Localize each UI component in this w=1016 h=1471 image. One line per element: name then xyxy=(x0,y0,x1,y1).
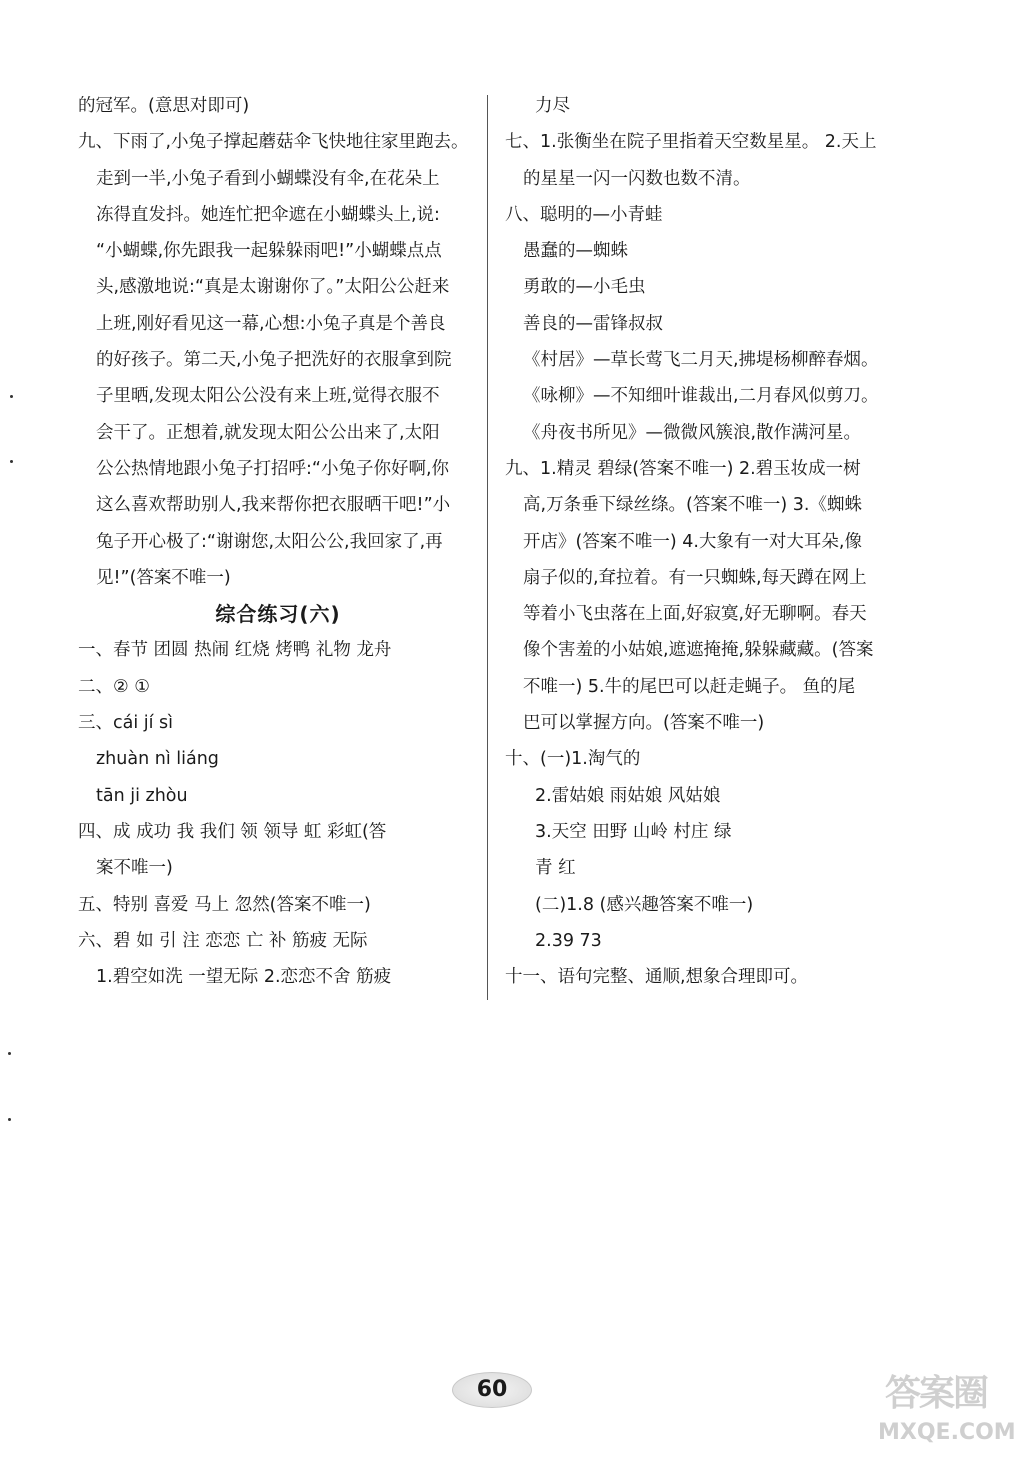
text-line: 三、cái jí sì xyxy=(78,713,174,734)
text-line: 七、1.张衡坐在院子里指着天空数星星。 2.天上 xyxy=(505,132,877,153)
watermark-url: MXQE.COM xyxy=(878,1420,1016,1445)
text-line: (二)1.8 (感兴趣答案不唯一) xyxy=(535,894,754,915)
scan-speck xyxy=(8,1118,11,1121)
text-line: 五、特别 喜爱 马上 忽然(答案不唯一) xyxy=(78,894,371,915)
scan-speck xyxy=(10,460,13,463)
text-line: 十、(一)1.淘气的 xyxy=(505,749,641,770)
text-line: 扇子似的,耷拉着。有一只蜘蛛,每天蹲在网上 xyxy=(523,567,867,588)
text-line: 九、1.精灵 碧绿(答案不唯一) 2.碧玉妆成一树 xyxy=(505,458,861,479)
section-title: 综合练习(六) xyxy=(215,602,341,627)
page-number: 60 xyxy=(452,1372,532,1408)
text-line: 愚蠢的—蜘蛛 xyxy=(523,241,628,262)
text-line: “小蝴蝶,你先跟我一起躲躲雨吧!”小蝴蝶点点 xyxy=(96,241,442,262)
text-line: 善良的—雷锋叔叔 xyxy=(523,313,663,334)
text-line: 勇敢的—小毛虫 xyxy=(523,277,646,298)
text-line: 冻得直发抖。她连忙把伞遮在小蝴蝶头上,说: xyxy=(96,204,440,225)
text-line: 《咏柳》—不知细叶谁裁出,二月春风似剪刀。 xyxy=(523,386,879,407)
text-line: 走到一半,小兔子看到小蝴蝶没有伞,在花朵上 xyxy=(96,168,440,189)
text-line: 高,万条垂下绿丝绦。(答案不唯一) 3.《蜘蛛 xyxy=(523,495,862,516)
scan-speck xyxy=(10,395,13,398)
text-line: 《村居》—草长莺飞二月天,拂堤杨柳醉春烟。 xyxy=(523,350,879,371)
text-line: 不唯一) 5.牛的尾巴可以赶走蝇子。 鱼的尾 xyxy=(523,676,856,697)
text-line: 开店》(答案不唯一) 4.大象有一对大耳朵,像 xyxy=(523,531,862,552)
column-divider xyxy=(487,95,488,1000)
text-line: 巴可以掌握方向。(答案不唯一) xyxy=(523,713,765,734)
text-line: 《舟夜书所见》—微微风簇浪,散作满河星。 xyxy=(523,422,862,443)
text-line: tān ji zhòu xyxy=(96,785,188,806)
text-line: 十一、语句完整、通顺,想象合理即可。 xyxy=(505,967,809,988)
text-line: 上班,刚好看见这一幕,心想:小兔子真是个善良 xyxy=(96,313,446,334)
left-column xyxy=(78,88,478,995)
text-line: 一、春节 团圆 热闹 红烧 烤鸭 礼物 龙舟 xyxy=(78,640,392,661)
text-line: 像个害羞的小姑娘,遮遮掩掩,躲躲藏藏。(答案 xyxy=(523,640,874,661)
watermark-logo-text: 答案圈 xyxy=(884,1373,987,1414)
text-line: 四、成 成功 我 我们 领 领导 虹 彩虹(答 xyxy=(78,821,387,842)
text-line: 见!”(答案不唯一) xyxy=(96,567,231,588)
text-line: 2.雷姑娘 雨姑娘 风姑娘 xyxy=(535,785,721,806)
text-line: 这么喜欢帮助别人,我来帮你把衣服晒干吧!”小 xyxy=(96,495,451,516)
watermark xyxy=(878,1370,1016,1466)
text-line: 2.39 73 xyxy=(535,930,602,951)
text-line: 头,感激地说:“真是太谢谢你了。”太阳公公赶来 xyxy=(96,277,450,298)
text-line: 的星星一闪一闪数也数不清。 xyxy=(523,168,751,189)
text-line: 八、聪明的—小青蛙 xyxy=(505,204,663,225)
text-line: 力尽 xyxy=(535,96,570,116)
text-line: 会干了。正想着,就发现太阳公公出来了,太阳 xyxy=(96,422,440,443)
right-column xyxy=(505,88,925,995)
text-line: zhuàn nì liáng xyxy=(96,749,219,770)
text-line: 的冠军。(意思对即可) xyxy=(78,96,250,116)
text-line: 六、碧 如 引 注 恋恋 亡 补 筋疲 无际 xyxy=(78,930,368,951)
text-line: 案不唯一) xyxy=(96,858,173,879)
text-line: 子里晒,发现太阳公公没有来上班,觉得衣服不 xyxy=(96,386,440,407)
text-line: 等着小飞虫落在上面,好寂寞,好无聊啊。春天 xyxy=(523,604,867,625)
scan-speck xyxy=(8,1052,11,1055)
text-line: 3.天空 田野 山岭 村庄 绿 xyxy=(535,821,732,842)
text-line: 青 红 xyxy=(535,858,576,879)
text-line: 公公热情地跟小兔子打招呼:“小兔子你好啊,你 xyxy=(96,458,450,479)
text-line: 的好孩子。第二天,小兔子把洗好的衣服拿到院 xyxy=(96,350,452,371)
text-line: 兔子开心极了:“谢谢您,太阳公公,我回家了,再 xyxy=(96,531,443,552)
text-line: 二、② ① xyxy=(78,676,150,697)
text-line: 九、下雨了,小兔子撑起蘑菇伞飞快地往家里跑去。 xyxy=(78,132,469,153)
text-line: 1.碧空如洗 一望无际 2.恋恋不舍 筋疲 xyxy=(96,967,392,988)
